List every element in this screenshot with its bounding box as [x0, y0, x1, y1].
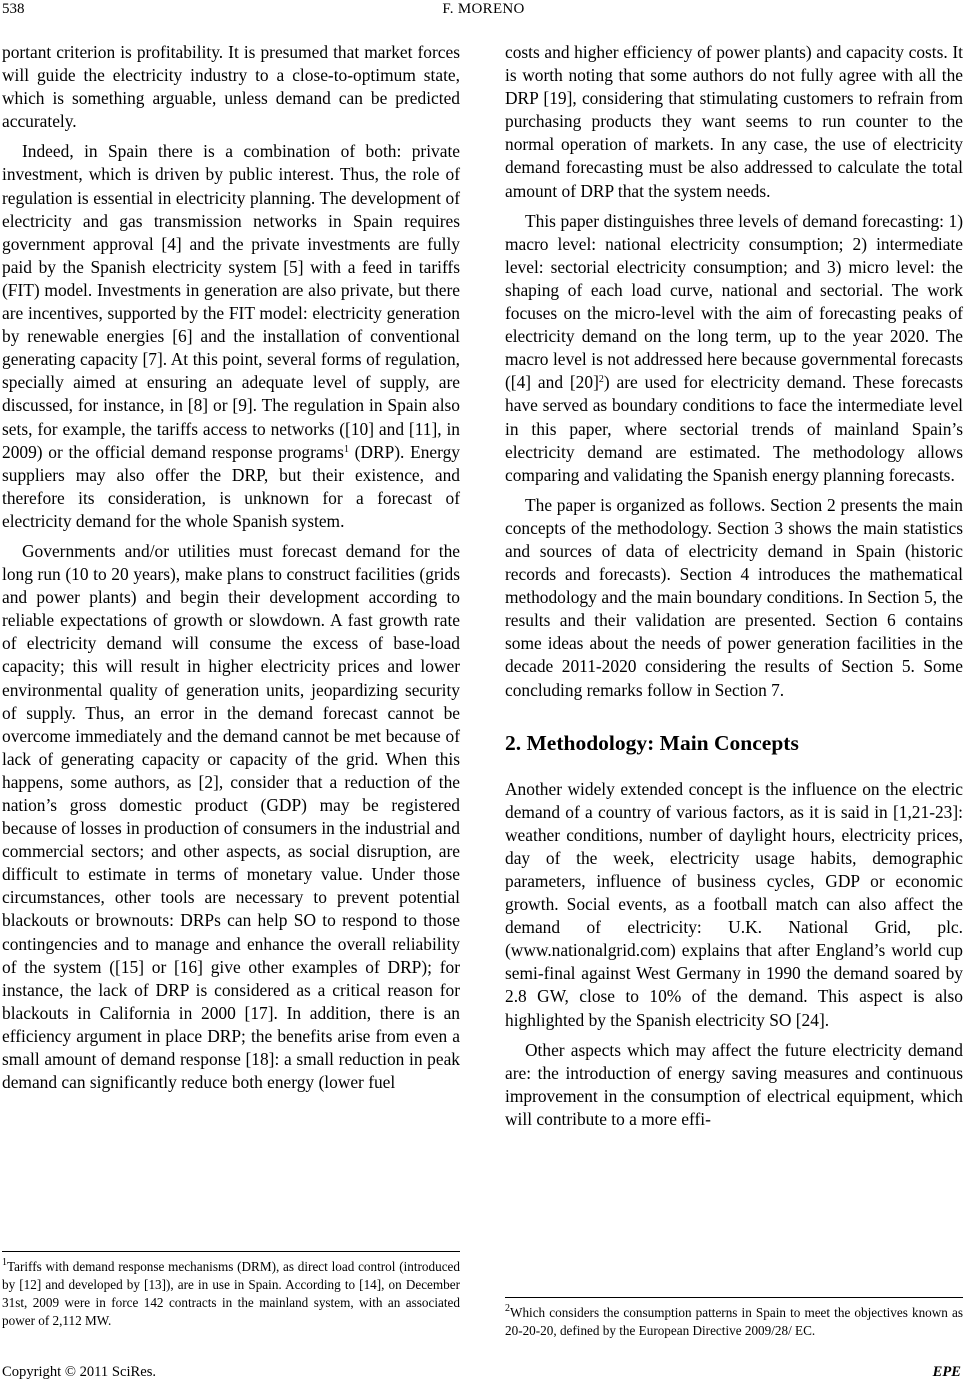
- paragraph-text: (DRP). Energy suppliers may also offer the DRP, but their existence, and therefore its consideration, is unknown for a forecast of electricity demand for the whole Spanish system.: [2, 441, 460, 531]
- paragraph-text: Indeed, in Spain there is a combination of both: private investment, which is driven by public interest. Thus, the role of regulation is essential in electricity planning. The development of electricity and gas transmission networks in Spain requires government approval [4] and the private investments are fully paid by the Spanish electricity system [5] with a feed in tariffs (FIT) model. Investments in generation are also private, but there are incentives, supported by the FIT model: electricity generation by renewable energies [6] and the installation of conventional generating capacity [7]. At this point, several forms of regulation, specially aimed at ensuring an adequate level of supply, are discussed, for instance, in [8] or [9]. The regulation in Spain also sets, for example, the tariffs access to networks ([10] and [11], in 2009) or the official demand response programs: [2, 141, 460, 462]
- footnote-mark: 1: [2, 1257, 7, 1268]
- paragraph: The paper is organized as follows. Section 2 presents the main concepts of the methodology. Section 3 shows the main statistics and sources of data of electricity demand in Spain (historic records and forecasts). Section 4 introduces the mathematical methodology and the main boundary conditions. In Section 5, the results and their validation are presented. Section 6 contains some ideas about the needs of power generation facilities in the decade 2011-2020 considering the results of Section 5. Some concluding remarks follow in Section 7.: [505, 494, 963, 700]
- footnote-body: Which considers the consumption patterns in Spain to meet the objectives known as 20-20-20, defined by the European Directive 2009/28/ EC.: [505, 1305, 963, 1338]
- footnote-mark: 2: [505, 1303, 510, 1314]
- paragraph: [505, 210, 963, 487]
- right-column: [505, 41, 963, 1131]
- paragraph: Other aspects which may affect the future electricity demand are: the introduction of energy saving measures and continuous improvement in the consumption of electrical equipment, which will contribute to a more effi-: [505, 1039, 963, 1129]
- paragraph: Governments and/or utilities must forecast demand for the long run (10 to 20 years), make plans to construct facilities (grids and power plants) and begin their development according to reliable expectations of growth or slowdown. A fast growth rate of electricity demand will consume the excess of base-load capacity; this will result in higher electricity prices and lower environmental quality of generation units, jeopardizing security of supply. Thus, an error in the demand forecast cannot be overcome immediately and the demand cannot be met because of lack of generating capacity or capacity of the grid. When this happens, some authors, as [2], consider that a reduction of the nation’s gross domestic product (GDP) may be registered because of losses in production of consumers in the industrial and commercial sectors; and other aspects, as social disruption, are difficult to estimate in terms of monetary value. Under those circumstances, other tools are necessary to prevent potential blackouts or brownouts: DRPs can help SO to respond to those contingencies and to manage and enhance the overall reliability of the system ([15] or [16] give other examples of DRP); for instance, the lack of DRP is considered as a critical reason for blackouts in California in 2000 [17]. In addition, there is an efficiency argument in place DRP; the benefits arise from even a small amount of demand response [18]: a small reduction in peak demand can significantly reduce both energy (lower fuel: [2, 540, 460, 1093]
- footnote-reference: 1: [343, 443, 349, 455]
- footnote-2: [505, 1297, 963, 1340]
- footnote-1: [2, 1251, 460, 1330]
- footnote-text: [2, 1258, 460, 1330]
- running-header-author: F. MORENO: [442, 1, 525, 17]
- paragraph: portant criterion is profitability. It is presumed that market forces will guide the electricity industry to a close-to-optimum state, which is something arguable, unless demand can be predicted accurately.: [2, 42, 460, 132]
- copyright-notice: Copyright © 2011 SciRes.: [2, 1364, 157, 1380]
- paragraph: [2, 140, 460, 533]
- left-column: [2, 41, 460, 1094]
- paragraph-text: This paper distinguishes three levels of demand forecasting: 1) macro level: national electricity consumption; 2) intermediate level: sectorial electricity consumption; and 3) micro level: the shaping of each load curve, national and sectorial. The work focuses on the micro-level with the aim of forecasting peaks of electricity demand on the long term, up to the year 2020. The macro level is not addressed here because governmental forecasts ([4] and [20]: [505, 210, 963, 393]
- section-heading: 2. Methodology: Main Concepts: [505, 730, 799, 755]
- footnote-text: [505, 1304, 963, 1340]
- page-number: 538: [2, 1, 25, 17]
- footnote-divider: [2, 1251, 460, 1252]
- footnote-divider: [505, 1297, 963, 1298]
- footnote-reference: 2: [598, 374, 604, 386]
- paragraph: Another widely extended concept is the influence on the electric demand of a country of various factors, as it is said in [1,21-23]: weather conditions, number of daylight hours, electricity prices, day of the week, electricity usage habits, demographic parameters, influence of business cycles, GDP or economic growth. Social events, as a football match can also affect the demand of electricity: U.K. National Grid, plc. (www.nationalgrid.com) explains that after England’s world cup semi-final against West Germany in 1990 the demand soared by 2.8 GW, close to 10% of the demand. This aspect is also highlighted by the Spanish electricity SO [24].: [505, 778, 963, 1030]
- journal-abbreviation: EPE: [932, 1364, 961, 1380]
- paragraph-text: ) are used for electricity demand. These forecasts have served as boundary conditions to face the intermediate level in this paper, where sectorial trends of mainland Spain’s electricity demand are estimated. The methodology allows comparing and validating the Spanish energy planning forecasts.: [505, 372, 963, 485]
- paragraph: costs and higher efficiency of power plants) and capacity costs. It is worth noting that some authors do not fully agree with all the DRP [19], considering that stimulating customers to refrain from purchasing products they want seems to run counter to the normal operation of markets. In any case, the use of electricity demand forecasting must be also addressed to calculate the total amount of DRP that the system needs.: [505, 42, 963, 201]
- footnote-body: Tariffs with demand response mechanisms (DRM), as direct load control (introduced by [12] and developed by [13]), are in use in Spain. According to [14], on December 31st, 2009 were in force 142 contracts in the mainland system, with an associated power of 2,112 MW.: [2, 1259, 460, 1328]
